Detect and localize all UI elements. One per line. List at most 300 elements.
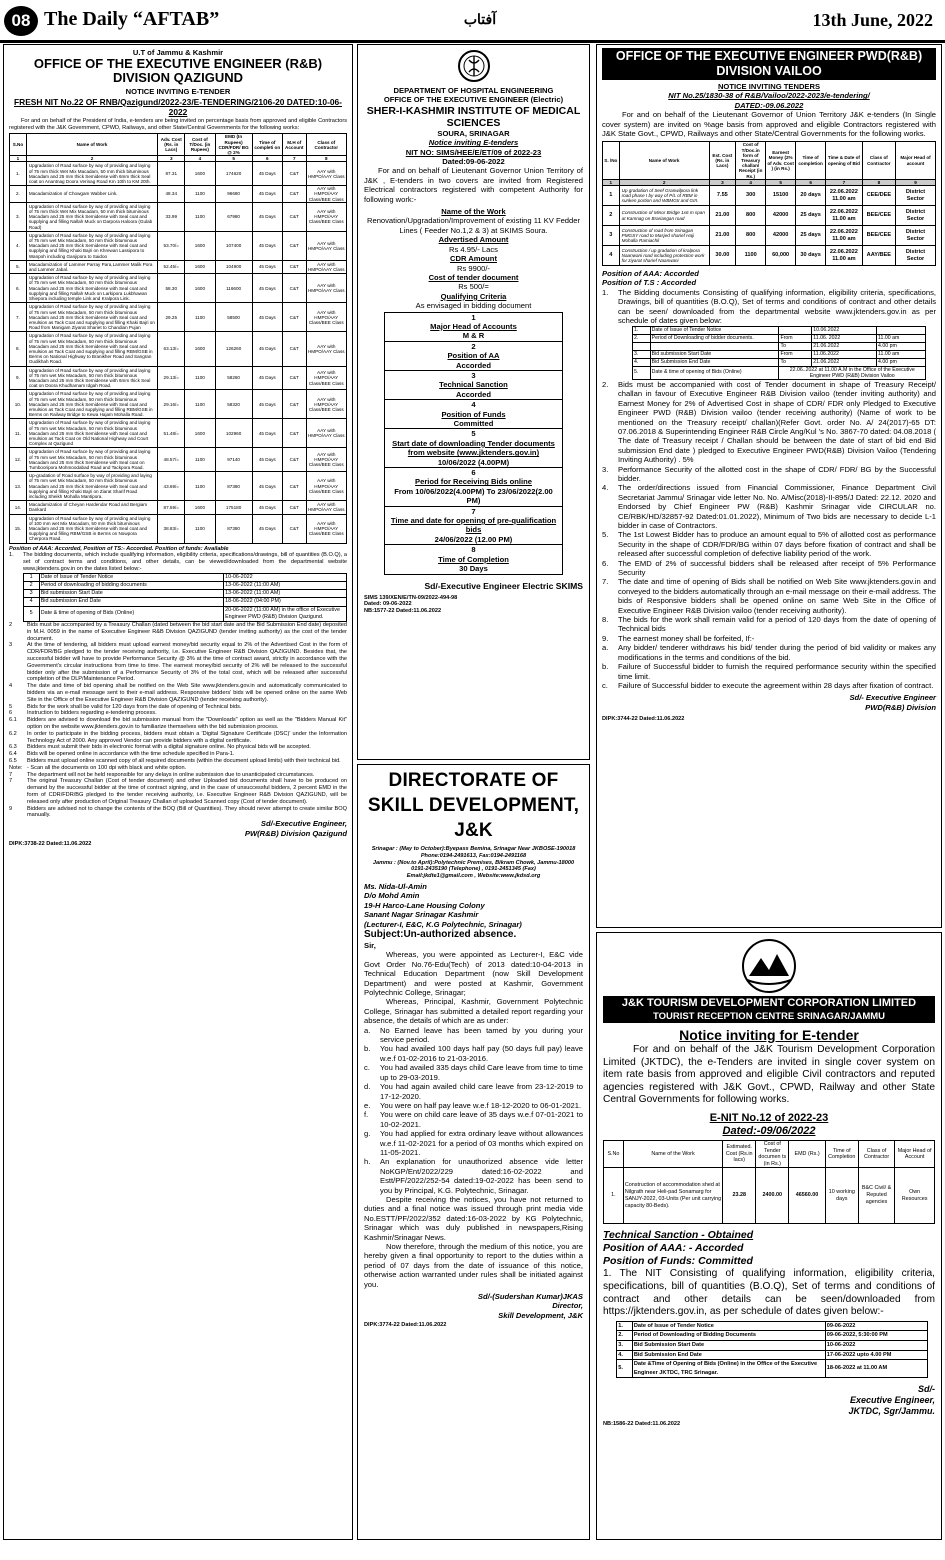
table-cell: 20 days bbox=[796, 186, 826, 206]
addressee-address: 19-H Harco-Lane Housing Colony bbox=[364, 900, 485, 910]
list-marker: d. bbox=[364, 1082, 371, 1092]
table-cell: 45 Days bbox=[252, 472, 282, 501]
table-cell: 58320 bbox=[215, 390, 252, 419]
ref-date: Dated: 09-06-2022 bbox=[364, 601, 412, 608]
clause-list bbox=[602, 380, 936, 690]
clause-item bbox=[9, 778, 347, 805]
institute-place: SOURA, SRINAGAR bbox=[437, 128, 510, 138]
table-cell: AAY with HMPO/AAY Class bbox=[306, 231, 346, 260]
tender-notice-vailoo bbox=[596, 44, 942, 928]
col-header: Time of completion bbox=[796, 142, 826, 179]
item-number: 6 bbox=[471, 468, 476, 478]
col-number: 5 bbox=[766, 179, 796, 185]
item-number: 7 bbox=[471, 506, 476, 516]
table-cell: Upgradation of Road surface by way of providing and laying of 75 mm wet Mix Macadam, 50 mm thick bituminous Macadam and 25 mm thick Semidense with Seal coat and emulsion as Tack Coat and supplying and filling Khaki Bajri on Road from Manigam Ziyarat Shariet to Chandian Pujan bbox=[26, 303, 157, 332]
signature: Sd/- bbox=[918, 1384, 935, 1395]
signatory-title: Director, bbox=[552, 1301, 583, 1311]
col-header: Class of Contractor bbox=[858, 1140, 894, 1167]
table-cell: 97140 bbox=[215, 448, 252, 472]
schedule-cell: 3 bbox=[23, 590, 39, 598]
clause-text: Bids for the work shall be valid for 120 days from the date of opening of Technical bids. bbox=[27, 703, 242, 710]
table-row bbox=[10, 186, 347, 203]
col-number: 2 bbox=[26, 156, 157, 162]
table-cell: 22.06.2022 11.00 am bbox=[826, 246, 863, 266]
table-cell: 3 bbox=[603, 226, 620, 246]
col-header: Class of Contractor bbox=[862, 142, 895, 179]
clause-list bbox=[9, 622, 347, 819]
clause-text: Instruction to bidders regarding e-tendering process. bbox=[27, 710, 157, 717]
table-cell: AAY with HMPO/AAY Class/BEE Class bbox=[306, 514, 346, 543]
schedule-table bbox=[616, 1321, 928, 1379]
clause-item bbox=[602, 380, 936, 465]
item-value: 10/06/2022 (4.00PM) bbox=[437, 457, 510, 467]
addressee-name: Ms. Nida-Ul-Amin bbox=[364, 881, 427, 891]
clause-item bbox=[9, 717, 347, 731]
schedule-row bbox=[617, 1331, 928, 1341]
position-aaa: Position of AAA: Accorded bbox=[602, 269, 699, 279]
schedule-cell: 5. bbox=[633, 366, 651, 379]
table-cell: 42000 bbox=[766, 206, 796, 226]
table-cell: 87380 bbox=[215, 472, 252, 501]
table-cell: District Sector bbox=[896, 246, 936, 266]
table-cell: 174620 bbox=[215, 162, 252, 186]
table-cell: 46560.00 bbox=[789, 1168, 825, 1224]
col-header: Estimated. Cost (Rs.in lacs) bbox=[723, 1140, 756, 1167]
notice-heading: Notice inviting E-tenders bbox=[428, 138, 519, 148]
table-cell: 30.00 bbox=[709, 246, 736, 266]
notice-heading: NOTICE INVITING E-TENDER bbox=[125, 87, 231, 97]
schedule-cell bbox=[877, 326, 926, 334]
col-header: Time of completi on bbox=[252, 134, 282, 156]
schedule-cell: 21.06.2022 bbox=[812, 342, 877, 350]
clause-item bbox=[602, 643, 936, 662]
table-cell: 67980 bbox=[215, 202, 252, 231]
table-row bbox=[10, 472, 347, 501]
clause-number: 6 bbox=[9, 710, 13, 717]
clause-number: 6.5 bbox=[9, 757, 17, 764]
table-cell: District Sector bbox=[896, 226, 936, 246]
table-cell: Upgradation of Road surface by way of providing and laying of 75 mm wet Mix Macadam, 50 mm thick bituminous Macadam and 25 mm thick Semidense with Seal coat and supplying and filling Khaki Bajri on Khrewan Lassipora to Wanpoh including Ganjipora to Saidoo bbox=[26, 231, 157, 260]
table-cell: CEE/DEE bbox=[862, 186, 895, 206]
table-cell: 21.00 bbox=[709, 226, 736, 246]
works-table bbox=[9, 133, 347, 543]
position-funds: Position of Funds: Committed bbox=[603, 1255, 753, 1268]
tender-notice-jktdc bbox=[596, 932, 942, 1540]
table-cell: 22.06.2022 11.00 am bbox=[826, 186, 863, 206]
table-cell: C&T bbox=[282, 390, 306, 419]
list-marker: f. bbox=[364, 1110, 369, 1120]
table-cell: 15100 bbox=[766, 186, 796, 206]
table-cell: Own Resources bbox=[895, 1168, 935, 1224]
institute-name: SHER-I-KASHMIR INSTITUTE OF MEDICAL SCIENCES bbox=[366, 104, 581, 129]
clause-item bbox=[602, 465, 936, 484]
item-block bbox=[385, 370, 562, 399]
table-cell: C&T bbox=[282, 186, 306, 203]
cdr-amount: Rs 9900/- bbox=[457, 263, 490, 273]
absence-details bbox=[364, 1026, 583, 1195]
item-block bbox=[385, 313, 562, 341]
col-header: Name of Work bbox=[26, 134, 157, 156]
clause-number: 5 bbox=[9, 703, 13, 710]
table-row bbox=[10, 332, 347, 366]
notice-heading: NOTICE INVITING TENDERS bbox=[717, 82, 821, 91]
address-jammu: Jammu : (Nov.to April):Polytechnic Premises, Bikram Chowk, Jammu-18000 bbox=[372, 859, 575, 866]
position-aaa: Position of AAA: - Accorded bbox=[603, 1242, 744, 1255]
item-box bbox=[384, 312, 563, 575]
schedule-cell: Bid Submission Start Date bbox=[632, 1340, 825, 1350]
table-cell: B&C Civil/ & Reputed agencies bbox=[858, 1168, 894, 1224]
table-cell: 1100 bbox=[736, 246, 766, 266]
table-cell: Construction of Minor Bridge 1x6 m span at Kamnag on Brariangan road bbox=[619, 206, 709, 226]
intro-text: For and on behalf of the J&K Tourism Development Corporation Limited (JKTDC), the e-Tenders are invited in single cover system on item rate basis from approved and eligible Civil contractors and reputed agencies registered with J&K Govt., CPWD, Railway and other State Central Governments for following works. bbox=[603, 1044, 935, 1106]
table-cell: 58.30 bbox=[158, 274, 185, 303]
table-cell: C&T bbox=[282, 472, 306, 501]
col-number: 7 bbox=[826, 179, 863, 185]
table-cell: AAY with HMPO/AAY Class bbox=[306, 332, 346, 366]
schedule-cell: From bbox=[779, 350, 812, 358]
col-header: Name of the Work bbox=[623, 1140, 722, 1167]
clause-item bbox=[602, 559, 936, 578]
schedule-row bbox=[633, 350, 926, 358]
clause-item bbox=[9, 731, 347, 745]
table-cell: 25 days bbox=[796, 226, 826, 246]
advertised-heading: Advertised Amount bbox=[438, 235, 509, 245]
intro-text: For and on behalf of Lieutenant Governor Union Territory of J&K , E-tenders in two covers are invited from Registered Electrical contractors registered with competent Authority for following work:- bbox=[364, 166, 583, 204]
signature-title: Executive Engineer, bbox=[849, 1395, 935, 1406]
list-marker: e. bbox=[364, 1100, 371, 1110]
table-cell: AAY with HMPO/AAY Class/BEE Class bbox=[306, 366, 346, 390]
table-cell: 12. bbox=[10, 448, 27, 472]
table-cell: 126260 bbox=[215, 332, 252, 366]
notice-heading: Notice inviting for E-tender bbox=[679, 1027, 859, 1043]
table-cell: 15. bbox=[10, 514, 27, 543]
table-cell: 1100 bbox=[185, 202, 215, 231]
table-cell: BEE/CEE bbox=[862, 226, 895, 246]
table-cell: 1600 bbox=[185, 274, 215, 303]
table-cell: C&T bbox=[282, 202, 306, 231]
col-header: Major Head of Account bbox=[895, 1140, 935, 1167]
schedule-cell: 20-06-2022 (11:00 AM) in the office of Executive Engineer PWD (R&B) Division Qazigund. bbox=[224, 606, 347, 621]
table-cell: 1100 bbox=[185, 514, 215, 543]
schedule-cell: From bbox=[779, 334, 812, 342]
table-cell: 1 bbox=[603, 186, 620, 206]
table-cell: 107400 bbox=[215, 231, 252, 260]
clause-text: In order to participate in the bidding process, bidders must obtain a 'Digital Signature Certificate (DSC)' under the Information Technology Act of 2000. Any approved Vendor can provide bidders with a digital certificate. bbox=[27, 730, 347, 744]
schedule-cell: To bbox=[779, 342, 812, 350]
table-cell: 1100 bbox=[185, 366, 215, 390]
table-cell: 10 working days bbox=[825, 1168, 858, 1224]
clause-number: c. bbox=[602, 680, 608, 690]
table-cell: AAY with HMPO/AAY Class bbox=[306, 419, 346, 448]
item-block bbox=[385, 506, 562, 545]
col-header: S.No bbox=[10, 134, 27, 156]
schedule-row bbox=[23, 598, 346, 606]
para-1: Whereas, you were appointed as Lecturer-I, E&C vide Govt Order No.76-Edu(Tech) of 2013 dated:10-04-2013 in Technical Education Department (now Skill Development Department) and were posted at Kashmir, Government Polytechnic College, Srinagar; bbox=[364, 950, 583, 998]
item-heading: Time of Completion bbox=[438, 554, 509, 564]
table-cell: 87.31 bbox=[158, 162, 185, 186]
nit-date: DATED:-09.06.2022 bbox=[734, 100, 804, 110]
table-cell: 2 bbox=[603, 206, 620, 226]
schedule-cell bbox=[650, 342, 779, 350]
schedule-row bbox=[633, 326, 926, 334]
schedule-row bbox=[617, 1340, 928, 1350]
signatory: Sd/-(Sudershan Kumar)JKAS bbox=[477, 1292, 583, 1302]
table-cell: 1100 bbox=[185, 448, 215, 472]
schedule-cell: 1. bbox=[633, 326, 651, 334]
para-4: Now therefore, through the medium of this notice, you are hereby given a final opportunity to report to the duties within a period of 07 days from the date of issuance of this notice, otherwise action warranted under rules shall be initiated against you. bbox=[364, 1242, 583, 1289]
table-cell: 7.55 bbox=[709, 186, 736, 206]
table-cell: AAY with HMPO/AAY Class/BEE Class bbox=[306, 472, 346, 501]
clause-text: The 1st Lowest Bidder has to produce an amount equal to 5% of allotted cost as performance Security in the shape of CDR/FDR/BG within 07 days before fixation of contract and shall be released after successful completion of defective liability period of the work. bbox=[618, 530, 936, 559]
table-cell: Construction of road from Srinagan PMGSY road to Masjed sharief Haji Mohalla Ramiachil bbox=[619, 226, 709, 246]
newspaper-name: The Daily “AFTAB” bbox=[44, 8, 220, 30]
clause-number: Note: bbox=[9, 764, 23, 771]
schedule-cell: 09-06-2022 bbox=[825, 1321, 928, 1331]
tender-notice-qazigund bbox=[3, 44, 353, 1540]
schedule-cell: 18-06-2022 (04:00 PM) bbox=[224, 598, 347, 606]
table-cell: C&T bbox=[282, 366, 306, 390]
clause-item bbox=[9, 622, 347, 642]
table-cell: 45 Days bbox=[252, 202, 282, 231]
clause-number: 6.3 bbox=[9, 744, 17, 751]
office-title: OFFICE OF THE EXECUTIVE ENGINEER PWD(R&B) DIVISION VAILOO bbox=[602, 48, 936, 80]
list-item bbox=[364, 1082, 583, 1101]
table-cell: 45 Days bbox=[252, 419, 282, 448]
col-number: 8 bbox=[862, 179, 895, 185]
schedule-cell: 4.00 pm bbox=[877, 358, 926, 366]
table-row bbox=[10, 366, 347, 390]
table-cell: 52.45/= bbox=[158, 260, 185, 273]
table-cell: 1600 bbox=[185, 162, 215, 186]
schedule-row bbox=[617, 1350, 928, 1360]
table-cell: 1100 bbox=[185, 186, 215, 203]
clause-text: Bidders must submit their bids in electronic format with a digital signature online. No physical bids will be accepted. bbox=[27, 744, 311, 751]
nit-date: Dated:09-06-2022 bbox=[442, 157, 505, 167]
signature-title: Sd/- Executive Engineer bbox=[849, 693, 936, 703]
clause-item bbox=[9, 772, 347, 779]
table-cell: 104900 bbox=[215, 260, 252, 273]
phone-srinagar: Phone:0194-2491613, Fax:0194-2491168 bbox=[420, 852, 527, 859]
schedule-cell: Period of Downloading of Bidding Documents bbox=[632, 1331, 825, 1341]
table-cell: 96680 bbox=[215, 186, 252, 203]
item-number: 1 bbox=[471, 312, 476, 322]
clause-text: Bids must be accompanied with cost of Tender document in shape of Treasury Receipt/ challan in favour of Executive Engineer R&B Division vailoo (tender inviting authority) and Earnest Money for 2% of Advertised Cost in shape of CDR/ FDR only Pledged to Executive Engineer PWD (R&B) Division vailoo (tender receiving authority) (Name of work to be mentioned on the Treasury receipt/ challan)(Refer Govt. order No. A/ 24(2017)-65 DT: 07.06.2018 & Superintending Engineer R&B Circle Ang/Kul 's No. 3867-70 dated: 04.08.2018 ( The date of Treasury receipt / Challan should be between the date of start of bid end Bid submission End date ) pledged to Executive Engineer PWD(R&B) Division Vailoo (Tendering Inviting Authority) . 5% bbox=[618, 379, 936, 465]
table-cell: 60,000 bbox=[766, 246, 796, 266]
item-value: 24/06/2022 (12.00 PM) bbox=[434, 534, 513, 544]
schedule-cell: 1 bbox=[23, 573, 39, 581]
col-header: EMD (In Rupees) CDR/FDR/ BG @ 2% bbox=[215, 134, 252, 156]
works-table bbox=[603, 1140, 935, 1224]
col-header: Major Head of account bbox=[896, 142, 936, 179]
schedule-row bbox=[23, 582, 346, 590]
table-cell: 1100 bbox=[185, 390, 215, 419]
table-row bbox=[10, 260, 347, 273]
table-cell: Macadamization of Cheyan Hardendar Road and Bergiam Dankard bbox=[26, 501, 157, 514]
clause-item bbox=[9, 758, 347, 765]
item-block bbox=[385, 399, 562, 428]
clause-text: The order/directions issued from Financial Commissioner, Finance Department Civil Secretariat Jammu/ Srinagar vide letter No. No. A/Misc(2018)-II-895/J Dated: 22.12. 2020 and Endorsed by Chief Engineer PW (R&B) Kashmir Srinagar vide CIRCULAR no. CE/RBK/HD/32857-92 Dated:01.01.2022), Minimum of Two bids are necessary to decide L-1 bidder in case of Contractors. bbox=[618, 483, 936, 530]
table-cell: 9. bbox=[10, 366, 27, 390]
clause-item bbox=[9, 642, 347, 683]
table-cell: 45 Days bbox=[252, 162, 282, 186]
table-row bbox=[10, 390, 347, 419]
schedule-table bbox=[23, 573, 347, 622]
item-heading: Start date of downloading Tender documents from website (www.jktenders.gov.in) bbox=[392, 438, 555, 458]
schedule-row bbox=[617, 1360, 928, 1378]
table-cell: AAY with HMPO/AAY Class bbox=[307, 261, 345, 273]
table-cell: 45 Days bbox=[252, 274, 282, 303]
ut-heading: U.T of Jammu & Kashmir bbox=[132, 48, 224, 57]
intro-text: For and on behalf of the President of India, e-tenders are being invited on percentage basis from approved and eligible Contractors registered with the J&K Government, CPWD, Railways, and other State/Central Governments for the following works: bbox=[9, 117, 347, 131]
item-block bbox=[385, 544, 562, 573]
item-number: 2 bbox=[471, 341, 476, 351]
clause-text: The date and time of opening of Bids shall be notified on Web Site www.jktenders.gov.in and conveyed to the bidders automatically through an e-mail message on their e-mail address. The bids of Responsive bidders shall be opened online on same Web Site in the Office of Executive Engineer R&B Division vailoo (tender receiving authority). bbox=[618, 577, 936, 615]
item-heading: Major Head of Accounts bbox=[430, 321, 517, 331]
clause-text: Failure of Successful bidder to furnish the required performance security within the specified time limit. bbox=[618, 662, 936, 681]
table-cell: Up-gradation of Road surface by way of providing and laying of 75 mm wet Mix Macadam, 50 mm thick bituminous Macadam and 25 mm thick Semidense with Seal coat and supplying and filling Khaki Bajri on Ziarat Sharif Road including Sheikh Mohalla Mantipora. bbox=[26, 472, 157, 501]
signature: Sd/-Executive Engineer Electric SKIMS bbox=[424, 580, 583, 591]
table-cell: 58500 bbox=[215, 303, 252, 332]
schedule-row bbox=[23, 606, 346, 621]
table-cell: 1600 bbox=[185, 501, 215, 514]
clause-number: 8. bbox=[602, 615, 609, 625]
table-cell: 2. bbox=[10, 186, 27, 203]
table-cell: 4 bbox=[603, 246, 620, 266]
signature-office: JKTDC, Sgr/Jammu. bbox=[848, 1406, 935, 1417]
table-cell: 1600 bbox=[185, 419, 215, 448]
clause-number: a. bbox=[602, 643, 609, 653]
item-value: From 10/06/2022(4.00PM) To 23/06/2022(2.00 PM) bbox=[394, 486, 553, 506]
office-title: OFFICE OF THE EXECUTIVE ENGINEER (R&B) DIVISION QAZIGUND bbox=[33, 56, 323, 86]
table-row bbox=[10, 501, 347, 514]
table-cell: 30 days bbox=[796, 246, 826, 266]
schedule-row bbox=[633, 366, 926, 379]
list-item bbox=[364, 1157, 583, 1195]
col-number: 1 bbox=[603, 179, 620, 185]
table-row bbox=[603, 206, 936, 226]
masthead bbox=[0, 0, 945, 40]
list-text: An explanation for unauthorized absence vide letter NoKGP/Ent/2022/229 dated:16-02-2022 and Estt/PF/2022/252-54 dated:19-02-2022 has been send to you by Principal, K.G. Polytechnic, Srinagar. bbox=[380, 1157, 583, 1195]
schedule-cell: Date of Issue of Tender Notice bbox=[632, 1321, 825, 1331]
schedule-cell: Date & time of opening of Bids (Online) bbox=[650, 366, 779, 379]
jktdc-logo bbox=[603, 936, 935, 996]
table-cell: 1600 bbox=[185, 260, 215, 273]
table-cell: AAY with HMPO/AAY Class/BEE Class bbox=[306, 390, 346, 419]
table-cell: Upgradation of Road surface by way of providing and laying of 75 mm wet Mix Macadam, 50 mm thick bituminous Macadam and 25 mm thick Semidense with Seal coat and emulsion as Tack Coat and supplying and filling RBM/GSB in Berms on National Highway to Branikher Road and Sangran Gudikhah Road. bbox=[26, 332, 157, 366]
schedule-cell: Date of Issue of Tender Notice bbox=[39, 573, 223, 581]
nb-ref: NB:1586-22 Dated:11.06.2022 bbox=[603, 1421, 681, 1428]
schedule-row bbox=[617, 1321, 928, 1331]
table-cell: 45 Days bbox=[252, 514, 282, 543]
cost-amount: Rs 500/= bbox=[458, 282, 489, 292]
col-number: 1 bbox=[10, 156, 27, 162]
schedule-row bbox=[633, 342, 926, 350]
table-cell: 13. bbox=[10, 472, 27, 501]
table-cell: C&T bbox=[282, 419, 306, 448]
col-header: S. /No bbox=[603, 142, 620, 179]
skims-emblem bbox=[364, 48, 583, 86]
nit-number: E-NIT No.12 of 2022-23 bbox=[709, 1111, 829, 1124]
table-cell: District Sector bbox=[896, 186, 936, 206]
list-marker: a. bbox=[364, 1025, 371, 1035]
para-2: Whereas, Principal, Kashmir, Government Polytechnic College, Srinagar has submitted a detailed report regarding your absence, the details of which are as under: bbox=[364, 997, 583, 1026]
clause-number: 2. bbox=[602, 379, 609, 389]
list-marker: b. bbox=[364, 1044, 371, 1054]
table-cell: 51.48/= bbox=[158, 419, 185, 448]
schedule-cell: Bid Submission End Date bbox=[632, 1350, 825, 1360]
addressee-parent: D/o Mohd Amin bbox=[364, 891, 420, 901]
schedule-cell: To bbox=[779, 358, 812, 366]
nb-ref: NB:1577-22 Dated:11.06.2022 bbox=[364, 608, 442, 615]
table-cell: 102960 bbox=[215, 419, 252, 448]
col-header: EMD (Rs.) bbox=[789, 1140, 825, 1167]
table-cell: AAY/BEE bbox=[862, 246, 895, 266]
table-cell: 58260 bbox=[215, 366, 252, 390]
list-marker: c. bbox=[364, 1063, 370, 1073]
table-cell: 11. bbox=[10, 419, 27, 448]
schedule-cell: 22.06..2022 at 11.00 A.M in the Office of the Executive Engineer PWD (R&B) Division Vailoo bbox=[779, 366, 925, 379]
schedule-cell: Period of downloading of bidding documents bbox=[39, 582, 223, 590]
schedule-cell: 4. bbox=[617, 1350, 633, 1360]
item-heading: Position of Funds bbox=[441, 409, 506, 419]
clause-item bbox=[9, 744, 347, 751]
clause-number: 9 bbox=[9, 805, 13, 812]
item-block bbox=[385, 467, 562, 506]
schedule-cell: 2 bbox=[23, 582, 39, 590]
table-row bbox=[10, 448, 347, 472]
subject-line: Subject:Un-authorized absence. bbox=[364, 929, 517, 941]
item-value: M & R bbox=[462, 331, 485, 341]
table-cell: 14. bbox=[10, 501, 27, 514]
table-cell: 2400.00 bbox=[756, 1168, 789, 1224]
list-text: You were on child care leave of 35 days w.e.f 07-01-2021 to 10-02-2021. bbox=[380, 1110, 583, 1129]
addressee-area: Sanant Nagar Srinagar Kashmir bbox=[364, 910, 479, 920]
clause-text: Bidders must upload online scanned copy of all required documents (within the document upload limits) with their technical bid. bbox=[27, 757, 341, 764]
list-text: You had availed 335 days child Care leave from time to time up to 29-03-2019. bbox=[380, 1063, 583, 1082]
table-cell: Upgradation of Road surface by way of providing and laying of 75 mm wet Mix Macadam, 50 mm thick bituminous Macadam and 25 mm thick Semidense with 6mm thick Seal coat on Doora Khudhamam Idgah Road. bbox=[26, 366, 157, 390]
table-cell: Construction of accommodation shed at Nilgrath near Heli-pad Sonamarg for SANJY-2022, 03-Units (Per unit carrying capacity 80-Beds). bbox=[623, 1168, 722, 1224]
col-number: 4 bbox=[736, 179, 766, 185]
col-header: Cost of T/Doc. (in Rupees) bbox=[185, 134, 215, 156]
dept-name: DEPARTMENT OF HOSPITAL ENGINEERING bbox=[393, 86, 554, 95]
phone-jammu: 0191-2435190 (Telephone) , 0191-2451345 (Fax) bbox=[411, 866, 536, 873]
clause-text: - Scan all the documents on 100 dpi with black and white option. bbox=[27, 764, 187, 771]
clause-text: The date and time of bid opening shall be notified on the Web Site www.jktenders.gov.in and automatically communicated to bidders via an e-mail message sent to their e-mail address. Responsive bidders' bids will be opened online on the same Web Site in the Office of the Executive Engineer R&B Division QAZIGUND (tender receiving authority). bbox=[27, 683, 347, 703]
clause-number: 6.1 bbox=[9, 717, 17, 724]
clause-item bbox=[9, 710, 347, 717]
item-block bbox=[385, 341, 562, 370]
list-text: You were on half pay leave w.e.f 18-12-2020 to 06-01-2021. bbox=[380, 1100, 582, 1110]
schedule-cell: 4.00 pm bbox=[877, 342, 926, 350]
salutation: Sir, bbox=[364, 941, 376, 951]
schedule-cell: Date & time of opening of Bids (Online) bbox=[39, 606, 223, 621]
table-cell: C&T bbox=[282, 514, 306, 543]
col-header: Est. Cost (Rs. in Lacs) bbox=[709, 142, 736, 179]
clause-number: 7. bbox=[602, 577, 609, 587]
table-cell: 300 bbox=[736, 186, 766, 206]
item-heading: Time and date for opening of pre-qualification bids bbox=[390, 516, 557, 535]
signatory-dept: Skill Development, J&K bbox=[498, 1310, 583, 1320]
table-cell: Upgradation of Road surface by way of providing and laying of 75 mm thick Wet Mix Macadam, 50 mm thick bituminous Macadam and 25 mm thick Semidense with 6mm thick Seal coat on Anantnag Doora Verinag Road Km 10th to KM 20th. bbox=[26, 162, 157, 186]
table-row bbox=[603, 186, 936, 206]
item-number: 4 bbox=[471, 400, 476, 410]
table-cell: 23.28 bbox=[723, 1168, 756, 1224]
table-row bbox=[10, 231, 347, 260]
table-cell: 42000 bbox=[766, 226, 796, 246]
clause-item bbox=[602, 577, 936, 615]
table-row bbox=[10, 514, 347, 543]
col-header: S.No bbox=[604, 1140, 624, 1167]
